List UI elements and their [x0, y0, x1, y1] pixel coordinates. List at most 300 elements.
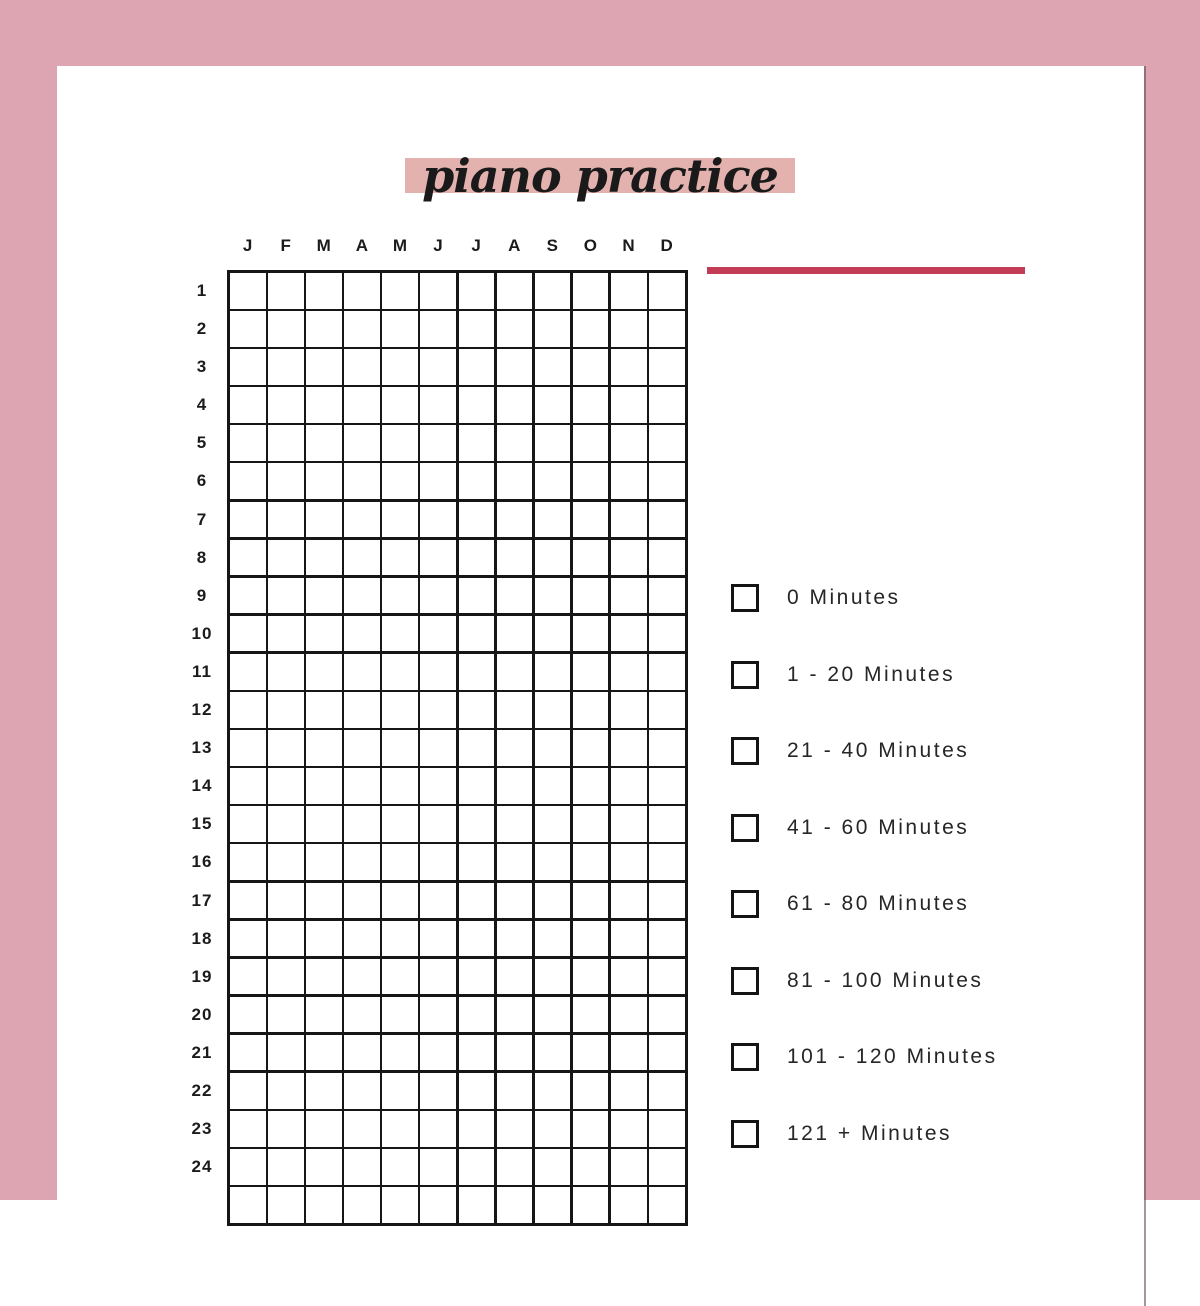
- tracker-cell[interactable]: [420, 616, 456, 652]
- tracker-cell[interactable]: [344, 273, 380, 309]
- tracker-cell[interactable]: [497, 616, 533, 652]
- tracker-cell[interactable]: [420, 425, 456, 461]
- tracker-cell[interactable]: [497, 730, 533, 766]
- tracker-cell[interactable]: [344, 311, 380, 347]
- tracker-cell[interactable]: [268, 463, 304, 499]
- tracker-cell[interactable]: [382, 997, 418, 1033]
- legend-checkbox[interactable]: [731, 814, 759, 842]
- tracker-cell[interactable]: [459, 1111, 495, 1147]
- tracker-cell[interactable]: [535, 616, 571, 652]
- tracker-cell[interactable]: [459, 1187, 495, 1223]
- tracker-cell[interactable]: [497, 1035, 533, 1071]
- tracker-cell[interactable]: [535, 692, 571, 728]
- tracker-cell[interactable]: [420, 768, 456, 804]
- tracker-cell[interactable]: [649, 883, 685, 919]
- tracker-cell[interactable]: [230, 844, 266, 880]
- tracker-cell[interactable]: [459, 959, 495, 995]
- tracker-cell[interactable]: [306, 387, 342, 423]
- tracker-cell[interactable]: [459, 1035, 495, 1071]
- legend-checkbox[interactable]: [731, 890, 759, 918]
- tracker-cell[interactable]: [649, 806, 685, 842]
- tracker-cell[interactable]: [230, 425, 266, 461]
- tracker-cell[interactable]: [230, 883, 266, 919]
- tracker-cell[interactable]: [268, 959, 304, 995]
- tracker-cell[interactable]: [306, 730, 342, 766]
- tracker-cell[interactable]: [420, 959, 456, 995]
- tracker-cell[interactable]: [344, 768, 380, 804]
- tracker-cell[interactable]: [535, 387, 571, 423]
- tracker-cell[interactable]: [268, 578, 304, 614]
- tracker-cell[interactable]: [382, 1149, 418, 1185]
- tracker-cell[interactable]: [535, 1111, 571, 1147]
- tracker-cell[interactable]: [535, 844, 571, 880]
- tracker-cell[interactable]: [306, 883, 342, 919]
- tracker-cell[interactable]: [497, 1073, 533, 1109]
- tracker-cell[interactable]: [649, 768, 685, 804]
- tracker-cell[interactable]: [649, 959, 685, 995]
- tracker-cell[interactable]: [420, 844, 456, 880]
- tracker-cell[interactable]: [344, 883, 380, 919]
- tracker-cell[interactable]: [230, 730, 266, 766]
- tracker-cell[interactable]: [497, 311, 533, 347]
- tracker-cell[interactable]: [230, 692, 266, 728]
- tracker-cell[interactable]: [344, 959, 380, 995]
- tracker-cell[interactable]: [268, 273, 304, 309]
- tracker-cell[interactable]: [649, 1187, 685, 1223]
- tracker-cell[interactable]: [344, 578, 380, 614]
- tracker-cell[interactable]: [344, 1149, 380, 1185]
- tracker-cell[interactable]: [649, 463, 685, 499]
- tracker-cell[interactable]: [611, 844, 647, 880]
- tracker-cell[interactable]: [573, 692, 609, 728]
- tracker-cell[interactable]: [611, 1111, 647, 1147]
- tracker-cell[interactable]: [611, 997, 647, 1033]
- tracker-cell[interactable]: [611, 616, 647, 652]
- tracker-cell[interactable]: [497, 692, 533, 728]
- tracker-cell[interactable]: [649, 387, 685, 423]
- tracker-cell[interactable]: [611, 502, 647, 538]
- tracker-cell[interactable]: [611, 349, 647, 385]
- tracker-cell[interactable]: [230, 806, 266, 842]
- tracker-cell[interactable]: [230, 463, 266, 499]
- tracker-cell[interactable]: [420, 730, 456, 766]
- tracker-cell[interactable]: [230, 540, 266, 576]
- tracker-cell[interactable]: [382, 273, 418, 309]
- tracker-cell[interactable]: [611, 883, 647, 919]
- tracker-cell[interactable]: [573, 273, 609, 309]
- tracker-cell[interactable]: [573, 844, 609, 880]
- tracker-cell[interactable]: [420, 1035, 456, 1071]
- tracker-cell[interactable]: [497, 387, 533, 423]
- tracker-cell[interactable]: [230, 349, 266, 385]
- tracker-cell[interactable]: [649, 730, 685, 766]
- tracker-cell[interactable]: [573, 959, 609, 995]
- tracker-cell[interactable]: [573, 883, 609, 919]
- tracker-cell[interactable]: [306, 540, 342, 576]
- tracker-cell[interactable]: [611, 540, 647, 576]
- tracker-cell[interactable]: [649, 1149, 685, 1185]
- tracker-cell[interactable]: [268, 540, 304, 576]
- tracker-cell[interactable]: [649, 654, 685, 690]
- tracker-cell[interactable]: [382, 806, 418, 842]
- tracker-cell[interactable]: [573, 806, 609, 842]
- tracker-cell[interactable]: [573, 578, 609, 614]
- tracker-cell[interactable]: [268, 1187, 304, 1223]
- tracker-cell[interactable]: [459, 463, 495, 499]
- tracker-cell[interactable]: [497, 540, 533, 576]
- tracker-cell[interactable]: [268, 1073, 304, 1109]
- tracker-cell[interactable]: [649, 616, 685, 652]
- tracker-cell[interactable]: [573, 425, 609, 461]
- tracker-cell[interactable]: [344, 654, 380, 690]
- tracker-cell[interactable]: [611, 463, 647, 499]
- tracker-cell[interactable]: [459, 311, 495, 347]
- tracker-cell[interactable]: [535, 730, 571, 766]
- tracker-cell[interactable]: [535, 1035, 571, 1071]
- tracker-cell[interactable]: [344, 349, 380, 385]
- tracker-cell[interactable]: [306, 1035, 342, 1071]
- tracker-cell[interactable]: [611, 578, 647, 614]
- tracker-cell[interactable]: [420, 883, 456, 919]
- tracker-cell[interactable]: [459, 844, 495, 880]
- tracker-cell[interactable]: [268, 425, 304, 461]
- tracker-cell[interactable]: [497, 959, 533, 995]
- tracker-cell[interactable]: [459, 806, 495, 842]
- tracker-cell[interactable]: [573, 730, 609, 766]
- tracker-cell[interactable]: [306, 1187, 342, 1223]
- tracker-cell[interactable]: [306, 844, 342, 880]
- tracker-cell[interactable]: [230, 1187, 266, 1223]
- tracker-cell[interactable]: [420, 1149, 456, 1185]
- tracker-cell[interactable]: [649, 1111, 685, 1147]
- tracker-cell[interactable]: [344, 730, 380, 766]
- tracker-cell[interactable]: [420, 502, 456, 538]
- tracker-cell[interactable]: [268, 1111, 304, 1147]
- tracker-cell[interactable]: [573, 616, 609, 652]
- tracker-cell[interactable]: [230, 997, 266, 1033]
- tracker-cell[interactable]: [382, 768, 418, 804]
- tracker-cell[interactable]: [268, 1149, 304, 1185]
- tracker-cell[interactable]: [459, 578, 495, 614]
- tracker-cell[interactable]: [306, 959, 342, 995]
- tracker-cell[interactable]: [344, 1073, 380, 1109]
- tracker-cell[interactable]: [535, 768, 571, 804]
- tracker-cell[interactable]: [268, 387, 304, 423]
- tracker-cell[interactable]: [535, 959, 571, 995]
- tracker-cell[interactable]: [573, 768, 609, 804]
- tracker-cell[interactable]: [382, 540, 418, 576]
- tracker-cell[interactable]: [535, 997, 571, 1033]
- tracker-cell[interactable]: [344, 1187, 380, 1223]
- tracker-cell[interactable]: [230, 616, 266, 652]
- tracker-cell[interactable]: [268, 921, 304, 957]
- tracker-cell[interactable]: [649, 921, 685, 957]
- tracker-cell[interactable]: [459, 997, 495, 1033]
- tracker-cell[interactable]: [306, 463, 342, 499]
- tracker-cell[interactable]: [611, 921, 647, 957]
- tracker-cell[interactable]: [382, 425, 418, 461]
- tracker-cell[interactable]: [382, 311, 418, 347]
- tracker-cell[interactable]: [459, 1149, 495, 1185]
- tracker-cell[interactable]: [649, 540, 685, 576]
- tracker-cell[interactable]: [382, 1111, 418, 1147]
- tracker-cell[interactable]: [420, 921, 456, 957]
- tracker-cell[interactable]: [459, 387, 495, 423]
- tracker-cell[interactable]: [535, 311, 571, 347]
- tracker-cell[interactable]: [535, 273, 571, 309]
- tracker-cell[interactable]: [420, 997, 456, 1033]
- tracker-cell[interactable]: [611, 273, 647, 309]
- tracker-cell[interactable]: [344, 1111, 380, 1147]
- tracker-cell[interactable]: [459, 1073, 495, 1109]
- tracker-cell[interactable]: [382, 730, 418, 766]
- tracker-cell[interactable]: [344, 844, 380, 880]
- tracker-cell[interactable]: [230, 1149, 266, 1185]
- tracker-cell[interactable]: [306, 1111, 342, 1147]
- tracker-cell[interactable]: [382, 387, 418, 423]
- tracker-cell[interactable]: [535, 654, 571, 690]
- tracker-cell[interactable]: [382, 578, 418, 614]
- tracker-cell[interactable]: [497, 502, 533, 538]
- tracker-cell[interactable]: [268, 349, 304, 385]
- legend-checkbox[interactable]: [731, 1120, 759, 1148]
- tracker-cell[interactable]: [497, 1149, 533, 1185]
- tracker-cell[interactable]: [382, 349, 418, 385]
- tracker-cell[interactable]: [420, 692, 456, 728]
- tracker-cell[interactable]: [420, 1073, 456, 1109]
- tracker-cell[interactable]: [459, 349, 495, 385]
- tracker-cell[interactable]: [268, 311, 304, 347]
- tracker-cell[interactable]: [535, 425, 571, 461]
- tracker-cell[interactable]: [649, 1035, 685, 1071]
- tracker-cell[interactable]: [573, 387, 609, 423]
- tracker-cell[interactable]: [497, 921, 533, 957]
- tracker-cell[interactable]: [420, 1187, 456, 1223]
- tracker-cell[interactable]: [344, 997, 380, 1033]
- tracker-cell[interactable]: [649, 997, 685, 1033]
- tracker-cell[interactable]: [611, 1187, 647, 1223]
- tracker-cell[interactable]: [535, 1187, 571, 1223]
- tracker-cell[interactable]: [535, 578, 571, 614]
- tracker-cell[interactable]: [497, 273, 533, 309]
- tracker-cell[interactable]: [268, 654, 304, 690]
- tracker-cell[interactable]: [230, 387, 266, 423]
- tracker-cell[interactable]: [230, 921, 266, 957]
- tracker-cell[interactable]: [535, 349, 571, 385]
- tracker-cell[interactable]: [268, 1035, 304, 1071]
- tracker-cell[interactable]: [382, 1187, 418, 1223]
- tracker-cell[interactable]: [420, 806, 456, 842]
- tracker-cell[interactable]: [420, 463, 456, 499]
- tracker-cell[interactable]: [344, 540, 380, 576]
- tracker-cell[interactable]: [420, 387, 456, 423]
- tracker-cell[interactable]: [573, 997, 609, 1033]
- tracker-cell[interactable]: [420, 311, 456, 347]
- tracker-cell[interactable]: [497, 768, 533, 804]
- tracker-cell[interactable]: [420, 273, 456, 309]
- tracker-cell[interactable]: [535, 921, 571, 957]
- tracker-cell[interactable]: [268, 692, 304, 728]
- tracker-cell[interactable]: [611, 425, 647, 461]
- tracker-cell[interactable]: [611, 1035, 647, 1071]
- tracker-cell[interactable]: [420, 1111, 456, 1147]
- tracker-cell[interactable]: [459, 921, 495, 957]
- tracker-cell[interactable]: [497, 578, 533, 614]
- tracker-cell[interactable]: [344, 1035, 380, 1071]
- tracker-cell[interactable]: [306, 768, 342, 804]
- tracker-cell[interactable]: [268, 997, 304, 1033]
- tracker-cell[interactable]: [611, 692, 647, 728]
- tracker-cell[interactable]: [497, 463, 533, 499]
- tracker-cell[interactable]: [306, 578, 342, 614]
- legend-checkbox[interactable]: [731, 967, 759, 995]
- tracker-cell[interactable]: [420, 578, 456, 614]
- tracker-cell[interactable]: [268, 730, 304, 766]
- tracker-cell[interactable]: [230, 311, 266, 347]
- tracker-cell[interactable]: [306, 921, 342, 957]
- tracker-cell[interactable]: [497, 844, 533, 880]
- tracker-cell[interactable]: [306, 654, 342, 690]
- tracker-cell[interactable]: [382, 1035, 418, 1071]
- tracker-cell[interactable]: [649, 692, 685, 728]
- tracker-cell[interactable]: [344, 692, 380, 728]
- tracker-cell[interactable]: [573, 654, 609, 690]
- tracker-cell[interactable]: [611, 1149, 647, 1185]
- tracker-cell[interactable]: [535, 1149, 571, 1185]
- tracker-cell[interactable]: [459, 768, 495, 804]
- tracker-cell[interactable]: [268, 616, 304, 652]
- tracker-cell[interactable]: [230, 768, 266, 804]
- legend-checkbox[interactable]: [731, 661, 759, 689]
- tracker-cell[interactable]: [649, 844, 685, 880]
- tracker-cell[interactable]: [497, 425, 533, 461]
- tracker-cell[interactable]: [344, 502, 380, 538]
- tracker-cell[interactable]: [459, 654, 495, 690]
- tracker-cell[interactable]: [535, 1073, 571, 1109]
- tracker-cell[interactable]: [306, 502, 342, 538]
- tracker-cell[interactable]: [382, 463, 418, 499]
- tracker-cell[interactable]: [573, 1073, 609, 1109]
- tracker-cell[interactable]: [535, 806, 571, 842]
- tracker-cell[interactable]: [306, 349, 342, 385]
- tracker-cell[interactable]: [268, 844, 304, 880]
- tracker-cell[interactable]: [649, 311, 685, 347]
- tracker-cell[interactable]: [344, 806, 380, 842]
- tracker-cell[interactable]: [382, 883, 418, 919]
- tracker-cell[interactable]: [573, 349, 609, 385]
- tracker-cell[interactable]: [535, 502, 571, 538]
- tracker-cell[interactable]: [344, 921, 380, 957]
- tracker-cell[interactable]: [344, 387, 380, 423]
- tracker-cell[interactable]: [382, 616, 418, 652]
- tracker-cell[interactable]: [497, 1187, 533, 1223]
- legend-checkbox[interactable]: [731, 1043, 759, 1071]
- tracker-cell[interactable]: [573, 540, 609, 576]
- legend-checkbox[interactable]: [731, 584, 759, 612]
- tracker-cell[interactable]: [459, 616, 495, 652]
- tracker-cell[interactable]: [573, 463, 609, 499]
- tracker-cell[interactable]: [611, 387, 647, 423]
- tracker-cell[interactable]: [497, 997, 533, 1033]
- tracker-cell[interactable]: [382, 1073, 418, 1109]
- tracker-cell[interactable]: [344, 616, 380, 652]
- tracker-cell[interactable]: [649, 502, 685, 538]
- tracker-cell[interactable]: [306, 425, 342, 461]
- tracker-cell[interactable]: [382, 921, 418, 957]
- tracker-cell[interactable]: [382, 502, 418, 538]
- tracker-cell[interactable]: [306, 997, 342, 1033]
- tracker-cell[interactable]: [382, 692, 418, 728]
- tracker-cell[interactable]: [459, 730, 495, 766]
- tracker-cell[interactable]: [459, 692, 495, 728]
- tracker-cell[interactable]: [649, 578, 685, 614]
- tracker-cell[interactable]: [573, 1035, 609, 1071]
- tracker-cell[interactable]: [459, 540, 495, 576]
- tracker-cell[interactable]: [649, 349, 685, 385]
- tracker-cell[interactable]: [573, 1149, 609, 1185]
- tracker-cell[interactable]: [306, 1073, 342, 1109]
- tracker-cell[interactable]: [268, 806, 304, 842]
- tracker-cell[interactable]: [420, 540, 456, 576]
- tracker-cell[interactable]: [497, 349, 533, 385]
- tracker-cell[interactable]: [497, 1111, 533, 1147]
- tracker-cell[interactable]: [306, 311, 342, 347]
- tracker-cell[interactable]: [230, 1035, 266, 1071]
- tracker-cell[interactable]: [459, 502, 495, 538]
- tracker-cell[interactable]: [535, 463, 571, 499]
- tracker-cell[interactable]: [573, 311, 609, 347]
- tracker-cell[interactable]: [573, 921, 609, 957]
- tracker-cell[interactable]: [306, 616, 342, 652]
- tracker-cell[interactable]: [230, 1111, 266, 1147]
- tracker-cell[interactable]: [230, 578, 266, 614]
- tracker-cell[interactable]: [649, 1073, 685, 1109]
- tracker-cell[interactable]: [306, 1149, 342, 1185]
- tracker-cell[interactable]: [306, 692, 342, 728]
- tracker-cell[interactable]: [268, 883, 304, 919]
- tracker-cell[interactable]: [268, 768, 304, 804]
- tracker-cell[interactable]: [497, 654, 533, 690]
- tracker-cell[interactable]: [649, 273, 685, 309]
- tracker-cell[interactable]: [611, 806, 647, 842]
- tracker-cell[interactable]: [268, 502, 304, 538]
- tracker-cell[interactable]: [611, 311, 647, 347]
- tracker-cell[interactable]: [420, 654, 456, 690]
- tracker-cell[interactable]: [230, 273, 266, 309]
- tracker-cell[interactable]: [611, 768, 647, 804]
- legend-checkbox[interactable]: [731, 737, 759, 765]
- tracker-cell[interactable]: [535, 540, 571, 576]
- tracker-cell[interactable]: [497, 883, 533, 919]
- tracker-cell[interactable]: [497, 806, 533, 842]
- tracker-cell[interactable]: [573, 502, 609, 538]
- tracker-cell[interactable]: [459, 883, 495, 919]
- tracker-cell[interactable]: [344, 463, 380, 499]
- tracker-cell[interactable]: [344, 425, 380, 461]
- tracker-cell[interactable]: [459, 425, 495, 461]
- tracker-cell[interactable]: [649, 425, 685, 461]
- tracker-cell[interactable]: [611, 730, 647, 766]
- tracker-cell[interactable]: [611, 1073, 647, 1109]
- tracker-cell[interactable]: [420, 349, 456, 385]
- tracker-cell[interactable]: [611, 959, 647, 995]
- tracker-cell[interactable]: [230, 654, 266, 690]
- tracker-cell[interactable]: [459, 273, 495, 309]
- tracker-cell[interactable]: [535, 883, 571, 919]
- tracker-cell[interactable]: [611, 654, 647, 690]
- tracker-cell[interactable]: [382, 959, 418, 995]
- tracker-cell[interactable]: [382, 844, 418, 880]
